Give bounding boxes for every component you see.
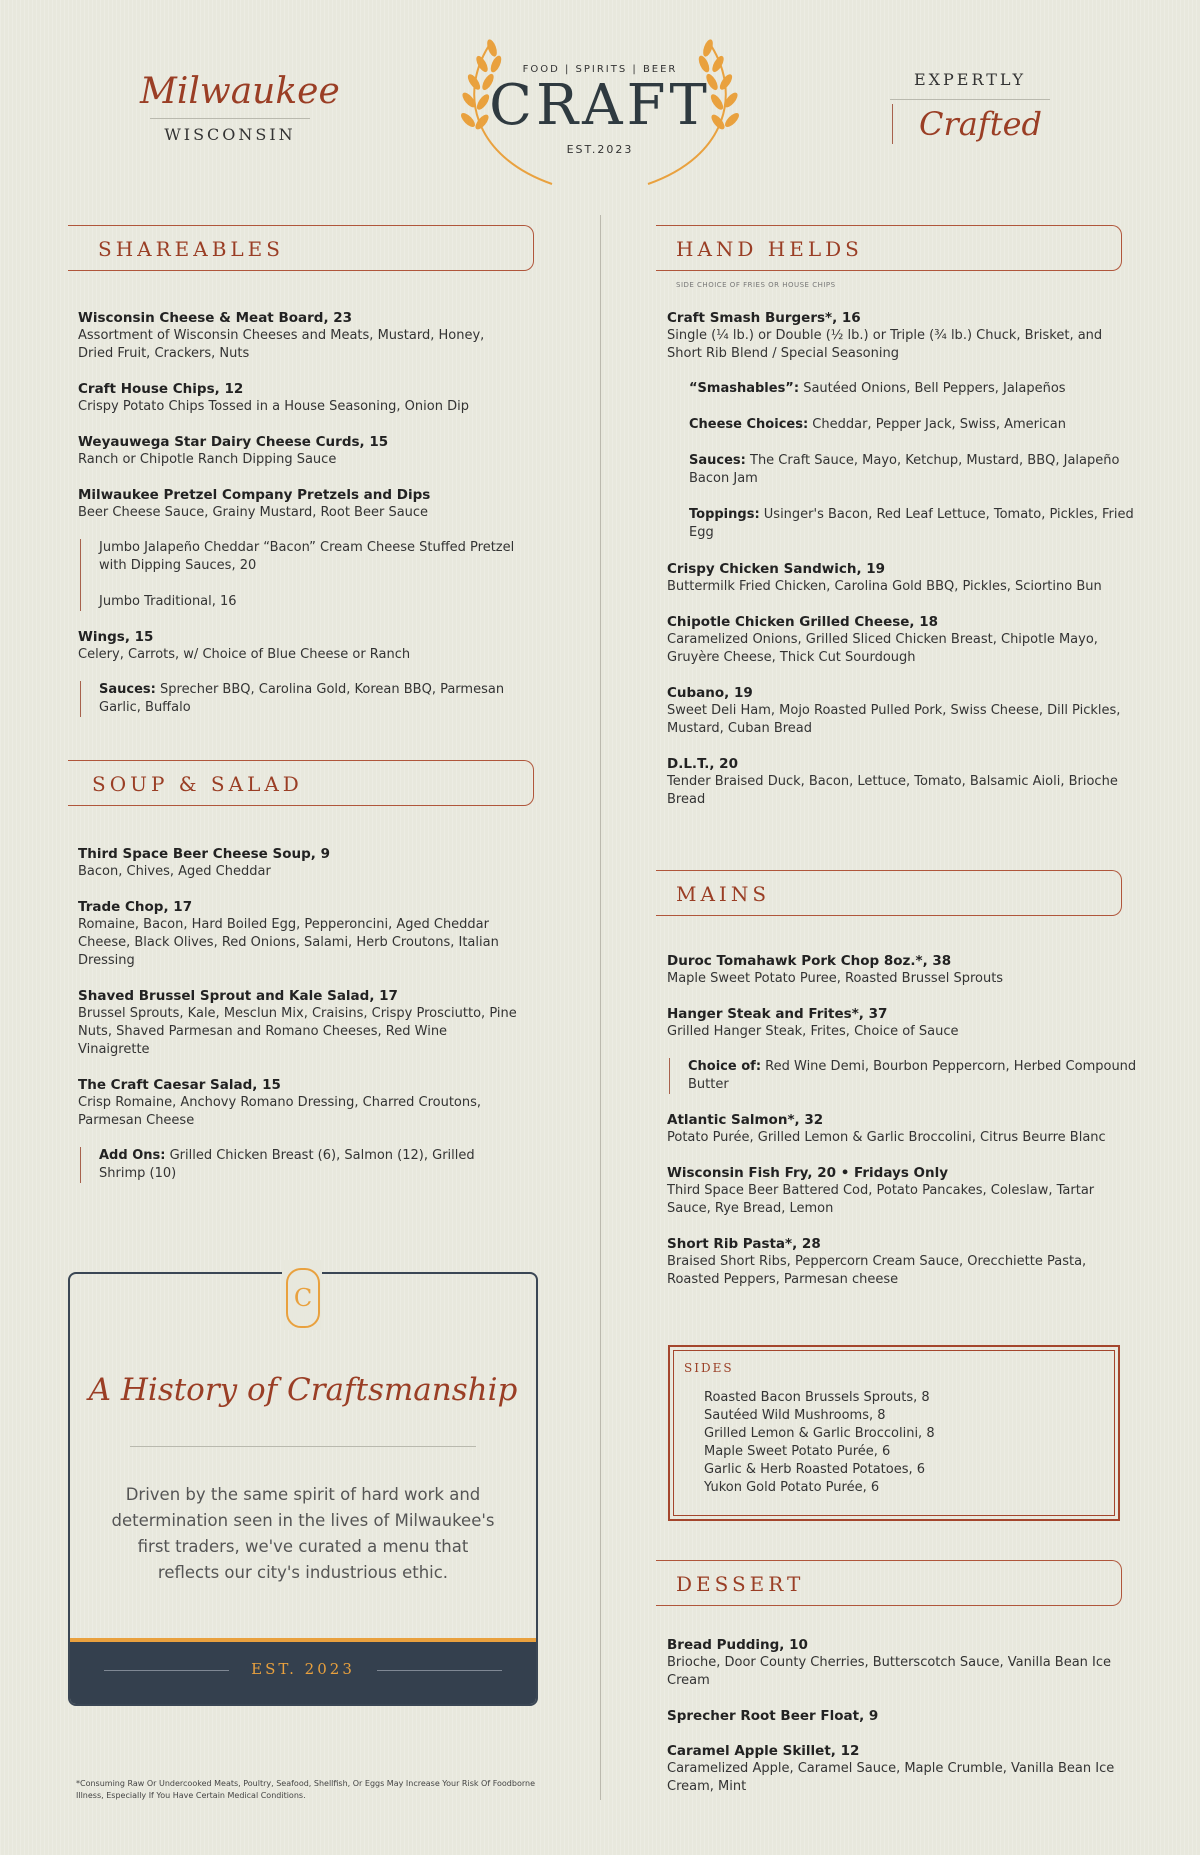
menu-item [667,1636,1137,1690]
item-desc: Ranch or Chipotle Ranch Dipping Sauce [78,452,337,467]
item-desc: Bacon, Chives, Aged Cheddar [78,864,271,879]
state-label: WISCONSIN [164,125,296,144]
menu-item [78,433,518,469]
item-desc: Crisp Romaine, Anchovy Romano Dressing, Charred Croutons, Parmesan Cheese [78,1095,482,1128]
item-desc: Brioche, Door County Cherries, Butterscotch Sauce, Vanilla Bean Ice Cream [667,1655,1112,1688]
menu-item [667,952,1137,988]
dessert-list [667,1636,1137,1813]
menu-item [667,1164,1137,1218]
option-values: Sprecher BBQ, Carolina Gold, Korean BBQ, Parmesan Garlic, Buffalo [99,682,505,715]
steak-sauce-choice [669,1058,1137,1094]
option-values: Usinger's Bacon, Red Leaf Lettuce, Tomato, Pickles, Fried Egg [689,507,1134,540]
item-desc: Single (¼ lb.) or Double (½ lb.) or Triple (¾ lb.) Chuck, Brisket, and Short Rib Blend / Special Seasoning [667,328,1103,361]
column-divider [600,215,601,1800]
handhelds-note: SIDE CHOICE OF FRIES OR HOUSE CHIPS [676,281,836,289]
option-label: Toppings: [689,507,760,522]
section-banner-soup-salad [68,760,534,806]
brand-logo [440,38,760,156]
item-name: The Craft Caesar Salad, 15 [78,1077,281,1093]
slogan-label: EXPERTLY [913,70,1027,89]
history-footer [70,1638,536,1704]
menu-item [78,380,518,416]
menu-item [667,755,1137,809]
item-name: Atlantic Salmon*, 32 [667,1112,824,1128]
sides-box [668,1345,1120,1521]
section-banner-dessert [656,1560,1122,1606]
mains-list [667,952,1137,1306]
option-label: “Smashables”: [689,381,800,396]
item-name: Duroc Tomahawk Pork Chop 8oz.*, 38 [667,953,952,969]
section-title: SHAREABLES [98,237,284,261]
option-values: Grilled Chicken Breast (6), Salmon (12), Grilled Shrimp (10) [99,1148,475,1181]
menu-item [78,845,518,881]
side-item: Sautéed Wild Mushrooms, 8 [704,1408,886,1423]
item-name: Third Space Beer Cheese Soup, 9 [78,846,330,862]
menu-item [78,898,518,970]
item-desc: Maple Sweet Potato Puree, Roasted Brussel Sprouts [667,971,1004,986]
item-name: Hanger Steak and Frites*, 37 [667,1006,888,1022]
menu-item [78,628,518,664]
item-desc: Celery, Carrots, w/ Choice of Blue Cheese or Ranch [78,647,411,662]
menu-item [667,1111,1137,1147]
monogram-icon: C [286,1268,320,1328]
item-desc: Beer Cheese Sauce, Grainy Mustard, Root Beer Sauce [78,505,429,520]
menu-item [667,1005,1137,1041]
brand-name: CRAFT [489,73,711,138]
item-desc: Sweet Deli Ham, Mojo Roasted Pulled Pork, Swiss Cheese, Dill Pickles, Mustard, Cuban Bread [667,703,1121,736]
item-name: Wisconsin Cheese & Meat Board, 23 [78,310,353,326]
menu-item [78,309,518,363]
item-desc: Buttermilk Fried Chicken, Carolina Gold BBQ, Pickles, Sciortino Bun [667,579,1102,594]
menu-item [78,486,518,522]
monogram-badge [282,1260,322,1330]
item-name: D.L.T., 20 [667,756,738,772]
item-desc: Grilled Hanger Steak, Frites, Choice of Sauce [667,1024,959,1039]
salad-addons [80,1147,518,1183]
side-item: Roasted Bacon Brussels Sprouts, 8 [704,1390,930,1405]
menu-item [667,613,1137,667]
item-name: Milwaukee Pretzel Company Pretzels and Dips [78,487,431,503]
menu-item [667,1707,1137,1725]
addons-line [99,1147,518,1183]
side-item: Yukon Gold Potato Purée, 6 [704,1480,880,1495]
history-panel [68,1272,538,1706]
sides-list [704,1389,935,1497]
item-name: Craft House Chips, 12 [78,381,244,397]
divider [150,118,310,119]
wing-sauces-line [99,681,518,717]
header-slogan [890,70,1050,161]
option-label: Choice of: [688,1059,762,1074]
option-label: Add Ons: [99,1148,166,1163]
option-line [689,452,1137,488]
handhelds-list [667,309,1137,826]
item-name: Sprecher Root Beer Float, 9 [667,1708,879,1724]
side-item: Maple Sweet Potato Purée, 6 [704,1444,891,1459]
divider [890,99,1050,100]
menu-item [667,1742,1137,1796]
menu-item [78,987,518,1059]
history-title: A History of Craftsmanship [88,1372,518,1408]
section-title: MAINS [676,882,771,906]
item-name: Short Rib Pasta*, 28 [667,1236,821,1252]
header-location [140,70,340,144]
option-label: Sauces: [689,453,746,468]
side-item: Garlic & Herb Roasted Potatoes, 6 [704,1462,926,1477]
item-desc: Crispy Potato Chips Tossed in a House Seasoning, Onion Dip [78,399,469,414]
option-values: Red Wine Demi, Bourbon Peppercorn, Herbed Compound Butter [688,1059,1137,1092]
item-name: Shaved Brussel Sprout and Kale Salad, 17 [78,988,398,1004]
menu-item [667,1235,1137,1289]
city-script: Milwaukee [140,71,340,112]
item-name: Wisconsin Fish Fry, 20 • Fridays Only [667,1165,949,1181]
history-body: Driven by the same spirit of hard work and determination seen in the lives of Milwaukee's first traders, we've curated a menu that reflects our city's industrious ethic. [111,1485,495,1582]
menu-item [667,560,1137,596]
item-desc: Third Space Beer Battered Cod, Potato Pancakes, Coleslaw, Tartar Sauce, Rye Bread, Lemon [667,1183,1095,1216]
item-desc: Caramelized Apple, Caramel Sauce, Maple Crumble, Vanilla Bean Ice Cream, Mint [667,1761,1115,1794]
item-name: Crispy Chicken Sandwich, 19 [667,561,886,577]
burger-options [669,380,1137,542]
choice-line [688,1058,1137,1094]
item-desc: Romaine, Bacon, Hard Boiled Egg, Pepperoncini, Aged Cheddar Cheese, Black Olives, Red Onions, Salami, Herb Croutons, Italian Dressing [78,917,499,968]
tagline: FOOD | SPIRITS | BEER [522,64,678,75]
item-name: Caramel Apple Skillet, 12 [667,1743,860,1759]
sides-title: SIDES [684,1361,734,1375]
section-banner-shareables [68,225,534,271]
pretzel-options [80,539,518,611]
item-desc: Brussel Sprouts, Kale, Mesclun Mix, Craisins, Crispy Prosciutto, Pine Nuts, Shaved Parmesan and Romano Cheeses, Red Wine Vinaigrette [78,1006,517,1057]
item-name: Chipotle Chicken Grilled Cheese, 18 [667,614,939,630]
menu-item [667,684,1137,738]
established-label: EST.2023 [566,143,634,156]
section-title: DESSERT [676,1572,805,1596]
shareables-list [78,309,518,734]
wing-sauces [80,681,518,717]
divider [377,1670,502,1671]
item-name: Craft Smash Burgers*, 16 [667,310,861,326]
item-desc: Assortment of Wisconsin Cheeses and Meats, Mustard, Honey, Dried Fruit, Crackers, Nuts [78,328,485,361]
item-desc: Caramelized Onions, Grilled Sliced Chicken Breast, Chipotle Mayo, Gruyère Cheese, Thick Cut Sourdough [667,632,1098,665]
item-desc: Braised Short Ribs, Peppercorn Cream Sauce, Orecchiette Pasta, Roasted Peppers, Parmesan cheese [667,1254,1087,1287]
side-item: Grilled Lemon & Garlic Broccolini, 8 [704,1426,935,1441]
divider [130,1446,476,1447]
item-name: Cubano, 19 [667,685,753,701]
option-line [689,380,1137,398]
menu-item [78,1076,518,1130]
section-banner-mains [656,870,1122,916]
soup-salad-list [78,845,518,1200]
option-label: Sauces: [99,682,156,697]
option-values: Cheddar, Pepper Jack, Swiss, American [812,417,1066,432]
option-label: Cheese Choices: [689,417,809,432]
item-name: Trade Chop, 17 [78,899,193,915]
item-name: Weyauwega Star Dairy Cheese Curds, 15 [78,434,389,450]
disclaimer: *Consuming Raw Or Undercooked Meats, Poultry, Seafood, Shellfish, Or Eggs May Increase Your Risk Of Foodborne Illness, Especially If You Have Certain Medical Conditions. [76,1779,535,1800]
pretzel-option: Jumbo Traditional, 16 [99,594,237,609]
pretzel-option: Jumbo Jalapeño Cheddar “Bacon” Cream Cheese Stuffed Pretzel with Dipping Sauces, 20 [99,540,515,573]
option-values: Sautéed Onions, Bell Peppers, Jalapeños [803,381,1066,396]
option-line [689,506,1137,542]
history-est: EST. 2023 [251,1660,355,1678]
item-name: Bread Pudding, 10 [667,1637,808,1653]
section-title: SOUP & SALAD [92,772,303,796]
item-desc: Tender Braised Duck, Bacon, Lettuce, Tomato, Balsamic Aioli, Brioche Bread [667,774,1118,807]
item-name: Wings, 15 [78,629,154,645]
section-title: HAND HELDS [676,237,863,261]
section-banner-hand-helds [656,225,1122,271]
item-desc: Potato Purée, Grilled Lemon & Garlic Broccolini, Citrus Beurre Blanc [667,1130,1106,1145]
slogan-script: Crafted [892,104,1050,144]
option-line [689,416,1137,434]
menu-item [667,309,1137,363]
option-values: The Craft Sauce, Mayo, Ketchup, Mustard, BBQ, Jalapeño Bacon Jam [689,453,1120,486]
